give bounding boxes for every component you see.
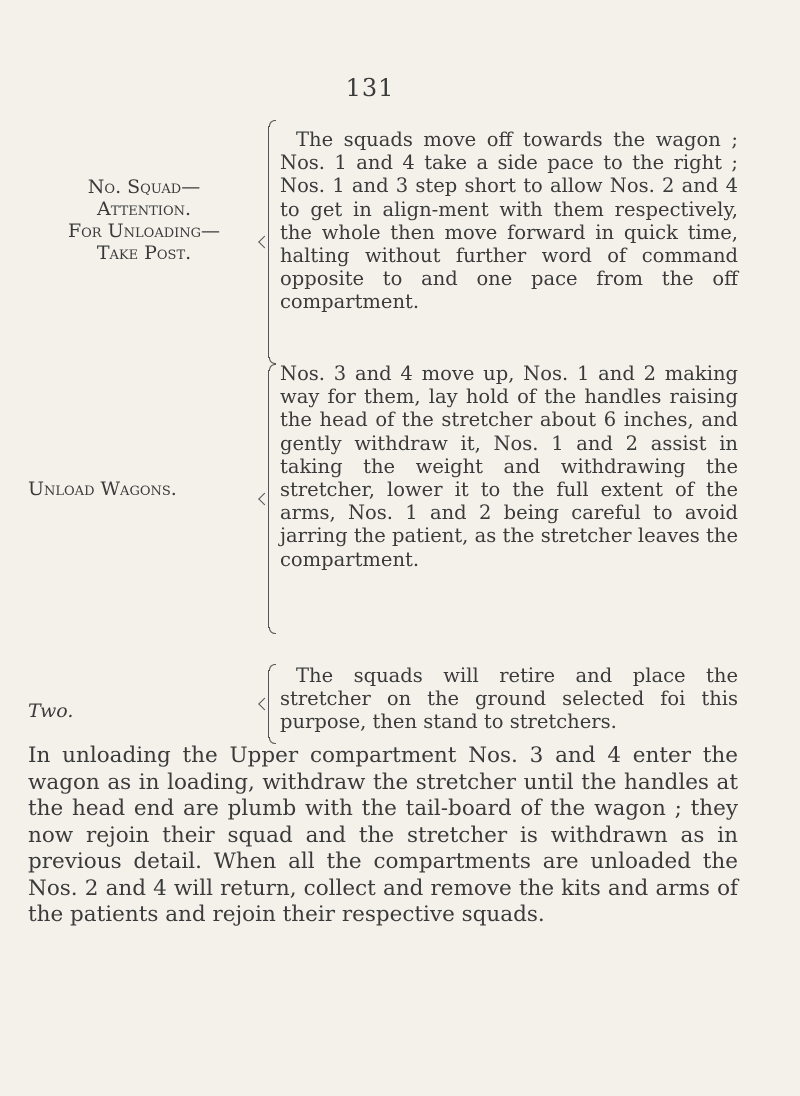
side-label-line: No. Squad— — [87, 176, 201, 198]
side-label-two — [28, 700, 260, 722]
body-paragraph: In unloading the Upper compartment Nos. 3 and 4 enter the wagon as in loading, withdraw the stretcher until the handles at the head end are plumb with the tail-board of the wagon ; they now rejoin their squad and the stretcher is withdrawn as in previous detail. When all the compartments are unloaded the Nos. 2 and 4 will return, collect and remove the kits and arms of the patients and rejoin their respective squads. — [28, 743, 738, 927]
side-label-line: Two. — [28, 700, 74, 722]
section-text-unload-wagons — [280, 362, 738, 571]
brace — [268, 670, 279, 738]
body-paragraph: The squads move off towards the wagon ; Nos. 1 and 4 take a side pace to the right ; Nos. 1 and 3 step short to allow Nos. 2 and 4 to get in align-ment with them respectively, the whole then move forward in quick time, halting without further word of command opposite to and one pace from the off compartment. — [280, 128, 738, 314]
unloading-paragraph — [28, 743, 738, 929]
side-label-line: Attention. — [96, 198, 192, 220]
section-text-attention — [280, 128, 738, 314]
side-label-line: Unload Wagons. — [28, 478, 177, 500]
brace — [268, 126, 279, 358]
side-label-unload-wagons — [28, 478, 260, 500]
side-label-line: Take Post. — [96, 242, 192, 264]
page-number: 131 — [345, 74, 395, 102]
side-label-attention — [28, 176, 260, 264]
body-paragraph: Nos. 3 and 4 move up, Nos. 1 and 2 making way for them, lay hold of the handles raising the head of the stretcher about 6 inches, and gently withdraw it, Nos. 1 and 2 assist in taking the weight and withdrawing the stretcher, lower it to the full extent of the arms, Nos. 1 and 2 being careful to avoid jarring the patient, as the stretcher leaves the compartment. — [280, 362, 738, 571]
side-label-line: For Unloading— — [67, 220, 221, 242]
section-text-two — [280, 664, 738, 734]
body-paragraph: The squads will retire and place the stretcher on the ground selected foi this purpose, then stand to stretchers. — [280, 664, 738, 734]
brace — [268, 370, 279, 628]
